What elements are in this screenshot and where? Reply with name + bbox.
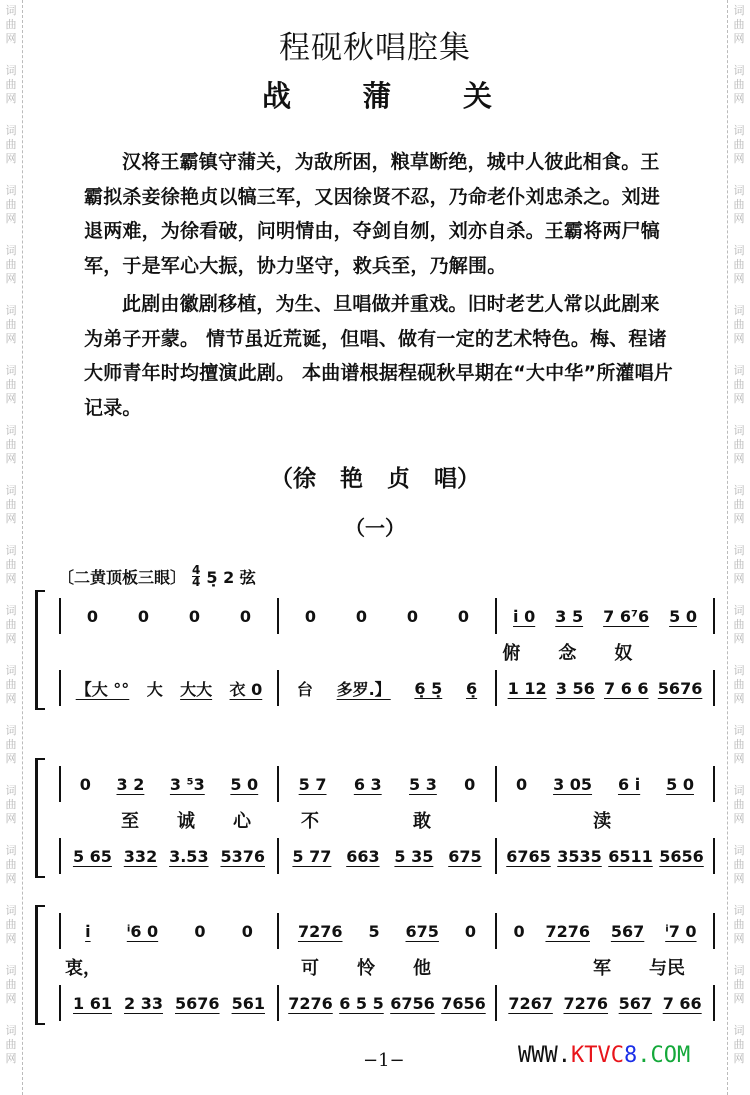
accomp-row (59, 985, 715, 1021)
accomp-row (59, 838, 715, 874)
note-group: 衣 0 (229, 679, 263, 699)
watermark-group: 词 曲 网 (733, 184, 745, 225)
vocal-measure (497, 766, 715, 802)
watermark-group: 词 曲 网 (733, 724, 745, 765)
accomp-measure (59, 838, 279, 874)
note-group: 0 (194, 921, 206, 941)
note-group: 5676 (175, 993, 220, 1013)
note-group: 5 0 (666, 774, 694, 794)
watermark-group: 词 曲 网 (733, 544, 745, 585)
note-group: 多罗.】 (336, 679, 391, 699)
intro-paragraph-2 (84, 287, 674, 425)
note-group: 663 (346, 846, 380, 866)
accomp-measure (497, 670, 715, 706)
watermark-group: 词 曲 网 (5, 64, 17, 105)
accomp-measure (279, 838, 497, 874)
singer-char: 艳 (340, 466, 363, 492)
watermark-column-left (0, 0, 23, 1095)
note-group: 0 (457, 606, 470, 626)
note-group: 大大 (180, 679, 213, 699)
play-title-char: 关 (462, 79, 492, 113)
vocal-row (59, 766, 715, 802)
vocal-measure (279, 598, 497, 634)
site-part: .COM (637, 1043, 691, 1068)
note-group: 0 (515, 774, 528, 794)
mode-label: 〔二黄顶板三眼〕 (58, 568, 187, 587)
note-group: 【大 °° (75, 679, 130, 699)
note-group: 7267 (508, 993, 553, 1013)
lyric-char: 军 (593, 958, 611, 979)
watermark-group: 词 曲 网 (733, 4, 745, 45)
site-part: WWW. (518, 1043, 571, 1068)
note-group: 7 6 6 (604, 678, 649, 698)
watermark-group: 词 曲 网 (5, 844, 17, 885)
lyrics-measure (295, 802, 531, 838)
section-label: （一） (345, 516, 405, 540)
note-group: 7276 (297, 921, 343, 941)
lyrics-measure (531, 802, 750, 838)
lyric-char: 可 (301, 958, 319, 979)
note-group: 2 33 (124, 993, 163, 1013)
note-group: 6511 (608, 846, 653, 866)
note-group: 0 (86, 606, 99, 626)
note-group: 7276 (545, 921, 590, 941)
watermark-group: 词 曲 网 (733, 364, 745, 405)
system-bracket (35, 905, 45, 1025)
watermark-group: 词 曲 网 (5, 1024, 17, 1065)
lyrics-row (59, 802, 715, 838)
note-group: 3 56 (555, 678, 595, 698)
time-sig-top: 4 (192, 563, 201, 577)
note-group: ⁱ7 0 (665, 921, 697, 941)
note-group: 5 35 (394, 846, 434, 866)
note-group: 5 3 (409, 774, 437, 794)
watermark-group: 词 曲 网 (733, 904, 745, 945)
note-group: 5 (368, 921, 380, 941)
accomp-measure (279, 985, 497, 1021)
note-group: 567 (610, 921, 645, 941)
note-group: 0 (406, 606, 419, 626)
note-group: 6 3 (353, 774, 382, 794)
note-group: 0 (355, 606, 368, 626)
note-group: i̇ (85, 921, 91, 941)
watermark-group: 词 曲 网 (5, 484, 17, 525)
note-group: 0 (239, 606, 252, 626)
note-group: 6756 (390, 993, 435, 1013)
note-group: 561 (231, 993, 265, 1013)
note-group: 台 (296, 679, 313, 699)
vocal-measure (59, 598, 279, 634)
note-group: 3 2 (116, 774, 145, 794)
vocal-measure (59, 766, 279, 802)
lyric-char: 不 (301, 811, 319, 832)
note-group: 1 61 (73, 993, 112, 1013)
lyrics-row (59, 949, 715, 985)
site-part: 8 (623, 1043, 638, 1068)
lyric-char: 至 (121, 811, 139, 832)
note-group: 1 12 (507, 678, 547, 698)
watermark-group: 词 曲 网 (5, 664, 17, 705)
vocal-row (59, 598, 715, 634)
note-group: 0 (464, 921, 476, 941)
note-group: 5 0 (669, 606, 697, 626)
watermark-group: 词 曲 网 (5, 904, 17, 945)
accomp-measure (59, 670, 279, 706)
lyrics-measure (59, 949, 295, 985)
vocal-measure (59, 913, 279, 949)
lyric-char: 诚 (177, 811, 195, 832)
lyrics-measure (59, 802, 295, 838)
watermark-group: 词 曲 网 (5, 124, 17, 165)
watermark-group: 词 曲 网 (5, 364, 17, 405)
accomp-measure (497, 985, 715, 1021)
score-system (35, 590, 715, 710)
singer-char: （徐 (270, 466, 316, 492)
note-group: 0 (79, 774, 91, 794)
note-group: 332 (123, 846, 158, 866)
note-group: 7 6⁷6 (603, 606, 650, 626)
time-signature (192, 565, 200, 588)
lyrics-measure (59, 634, 278, 670)
note-group: 6765 (506, 846, 551, 866)
lyrics-measure (278, 634, 497, 670)
singer-char: 唱） (434, 466, 480, 492)
play-title-char: 战 (262, 79, 292, 113)
lyric-char: 与民 (649, 958, 685, 979)
note-group: ⁱ6 0 (126, 921, 159, 941)
note-group: 5656 (659, 846, 704, 866)
note-group: 0 (188, 606, 201, 626)
intro-paragraph-1 (84, 145, 674, 283)
note-group: 3535 (557, 846, 602, 866)
note-group: 7276 (563, 993, 609, 1013)
note-group: 6̣ 5̣ (414, 678, 443, 698)
watermark-group: 词 曲 网 (733, 664, 745, 705)
note-group: 5 77 (292, 846, 332, 866)
note-group: 7656 (441, 993, 486, 1013)
note-group: 0 (464, 774, 476, 794)
watermark-group: 词 曲 网 (733, 304, 745, 345)
watermark-group: 词 曲 网 (733, 64, 745, 105)
watermark-column-right (727, 0, 750, 1095)
note-group: 3 05 (553, 774, 593, 794)
vocal-measure (279, 766, 497, 802)
lyrics-measure (496, 634, 715, 670)
note-group: 0 (241, 921, 253, 941)
lyric-char: 衷， (65, 958, 101, 979)
accomp-measure (59, 985, 279, 1021)
lyric-char: 怜 (357, 958, 375, 979)
watermark-group: 词 曲 网 (5, 4, 17, 45)
lyrics-measure (295, 949, 531, 985)
score-system (35, 905, 715, 1025)
watermark-group: 词 曲 网 (5, 724, 17, 765)
vocal-measure (497, 598, 715, 634)
watermark-group: 词 曲 网 (733, 484, 745, 525)
system-bracket (35, 758, 45, 878)
lyrics-measure (531, 949, 750, 985)
lyric-char: 奴 (614, 643, 633, 664)
note-group: 7 66 (662, 993, 702, 1013)
system-bracket (35, 590, 45, 710)
watermark-group: 词 曲 网 (5, 784, 17, 825)
note-group: 675 (405, 921, 439, 941)
lyric-char: 他 (413, 958, 431, 979)
play-title (262, 74, 492, 115)
note-group: 5 7 (298, 774, 327, 794)
note-group: 6 5 5 (339, 993, 384, 1013)
note-group: 3.53 (169, 846, 209, 866)
singer-char: 贞 (387, 466, 410, 492)
vocal-measure (279, 913, 497, 949)
watermark-group: 词 曲 网 (733, 844, 745, 885)
time-sig-bottom: 4 (192, 575, 201, 589)
watermark-group: 词 曲 网 (733, 244, 745, 285)
play-title-char: 蒲 (362, 79, 392, 113)
note-group: 5 65 (72, 846, 112, 866)
watermark-group: 词 曲 网 (733, 604, 745, 645)
lyric-char: 俯 (502, 643, 521, 664)
accomp-measure (497, 838, 715, 874)
accomp-row (59, 670, 715, 706)
lyrics-row (59, 634, 715, 670)
note-group: 5676 (657, 678, 703, 698)
watermark-group: 词 曲 网 (5, 964, 17, 1005)
watermark-group: 词 曲 网 (5, 184, 17, 225)
watermark-group: 词 曲 网 (5, 424, 17, 465)
note-group: 567 (618, 993, 653, 1013)
watermark-group: 词 曲 网 (733, 784, 745, 825)
lyric-char: 渎 (593, 811, 611, 832)
note-group: 6 i̇ (617, 774, 641, 794)
lyric-char: 心 (233, 811, 251, 832)
score-system (35, 758, 715, 878)
watermark-group: 词 曲 网 (733, 124, 745, 165)
note-group: 大 (146, 679, 163, 699)
watermark-group: 词 曲 网 (5, 244, 17, 285)
watermark-group: 词 曲 网 (5, 304, 17, 345)
note-group: i̇ 0 (513, 606, 536, 626)
tuning-label: 5̣ 2 弦 (206, 568, 256, 587)
watermark-group: 词 曲 网 (733, 1024, 745, 1065)
note-group: 6̣ (465, 678, 478, 698)
watermark-group: 词 曲 网 (5, 544, 17, 585)
singer-heading (270, 460, 480, 493)
note-group: 0 (513, 921, 525, 941)
book-title: 程砚秋唱腔集 (279, 30, 471, 66)
note-group: 5 0 (230, 774, 259, 794)
intro-paragraph-1-text: 汉将王霸镇守蒲关，为敌所困，粮草断绝，城中人彼此相食。王霸拟杀妾徐艳贞以犒三军，又因徐贤不忍，乃命老仆刘忠杀之。刘进退两难，为徐看破，问明情由，夺剑自刎，刘亦自杀。王霸将两尸犒军，于是军心大振，协力坚守，救兵至，乃解围。 (84, 151, 661, 277)
watermark-group: 词 曲 网 (5, 604, 17, 645)
lyric-char: 敢 (413, 811, 431, 832)
note-group: 675 (448, 846, 482, 866)
note-group: 5376 (220, 846, 265, 866)
vocal-measure (497, 913, 715, 949)
vocal-row (59, 913, 715, 949)
note-group: 0 (304, 606, 317, 626)
page-number: −1− (363, 1050, 405, 1071)
note-group: 7276 (288, 993, 333, 1013)
watermark-group: 词 曲 网 (733, 964, 745, 1005)
note-group: 3 5 (555, 606, 584, 626)
accomp-measure (279, 670, 497, 706)
note-group: 3 ⁵3 (169, 774, 205, 794)
watermark-group: 词 曲 网 (733, 424, 745, 465)
intro-paragraph-2-text: 此剧由徽剧移植，为生、旦唱做并重戏。旧时老艺人常以此剧来为弟子开蒙。 情节虽近荒诞，但唱、做有一定的艺术特色。梅、程诸大师青年时均擅演此剧。 本曲谱根据程砚秋早期在“大中华”所灌唱片记录。 (84, 293, 673, 419)
note-group: 0 (137, 606, 150, 626)
lyric-char: 念 (558, 643, 577, 664)
tempo-marking (58, 565, 256, 588)
site-part: KTVC (570, 1043, 624, 1068)
site-watermark (518, 1043, 690, 1068)
